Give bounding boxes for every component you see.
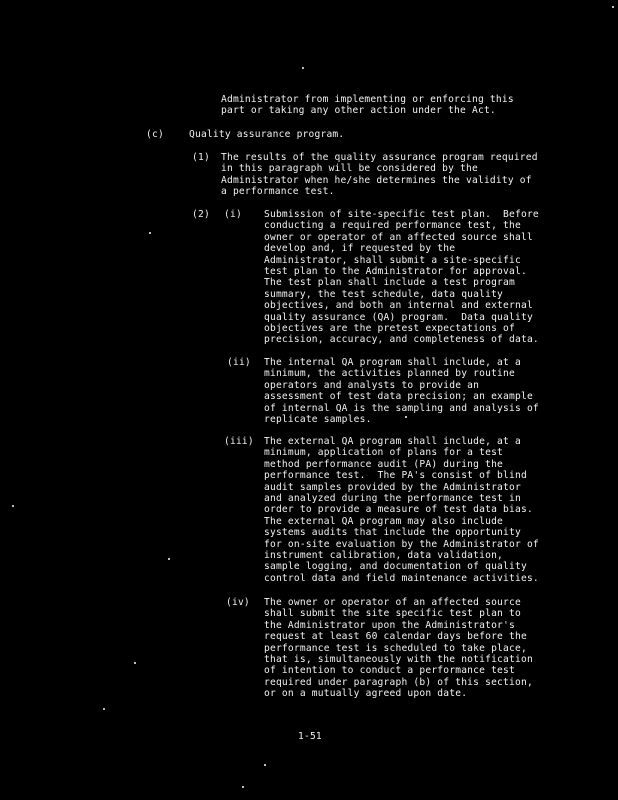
text-line: and analyzed during the performance test in	[264, 493, 521, 505]
text-line: The test plan shall include a test program	[264, 277, 515, 289]
text-line: replicate samples.	[264, 414, 372, 426]
text-line: for on-site evaluation by the Administrator of	[264, 538, 539, 550]
text-line: request at least 60 calendar days before the	[264, 631, 527, 643]
text-line: shall submit the site specific test plan to	[264, 608, 521, 620]
text-line: that is, simultaneously with the notification	[264, 654, 533, 666]
text-line: The external QA program may also include	[264, 515, 504, 527]
text-line: systems audits that include the opportunity	[264, 527, 521, 539]
text-line: Submission of site-specific test plan. Before	[264, 209, 539, 220]
text-line: method performance audit (PA) during the	[264, 458, 504, 470]
intro-paragraph	[221, 94, 514, 117]
scan-speck	[168, 558, 170, 560]
text-line: The external QA program shall include, at a	[264, 436, 521, 447]
text-line: of intention to conduct a performance test	[264, 665, 515, 677]
text-line: The internal QA program shall include, at a	[264, 357, 521, 368]
text-line: test plan to the Administrator for approval.	[264, 266, 527, 278]
text-line: objectives are the pretest expectations of	[264, 323, 515, 335]
text-line: objectives, and both an internal and external	[264, 300, 533, 312]
text-line: conducting a required performance test, the	[264, 220, 521, 232]
text-line: performance test. The PA's consist of blind	[264, 470, 527, 482]
text-line: sample logging, and documentation of quality	[264, 561, 527, 573]
item-2-i-label: (i)	[224, 209, 242, 220]
scan-speck	[103, 708, 105, 710]
item-2-iv-paragraph	[264, 597, 533, 700]
section-c-label: (c)	[146, 129, 164, 140]
text-line: control data and field maintenance activities.	[264, 572, 539, 584]
text-line: Administrator, shall submit a site-specific	[264, 254, 521, 266]
page-number: 1-51	[298, 731, 322, 742]
text-line: minimum, application of plans for a test	[264, 447, 504, 459]
scan-speck	[405, 416, 407, 418]
item-1-paragraph	[221, 152, 538, 198]
text-line: owner or operator of an affected source shall	[264, 231, 533, 243]
text-line: operators and analysts to provide an	[264, 379, 480, 391]
text-line: assessment of test data precision; an example	[264, 391, 533, 403]
item-2-ii-label: (ii)	[227, 357, 251, 368]
section-c-title: Quality assurance program.	[189, 129, 345, 140]
scan-speck	[264, 764, 266, 766]
text-line: instrument calibration, data validation,	[264, 550, 504, 562]
text-line: required under paragraph (b) of this section,	[264, 676, 533, 688]
text-line: part or taking any other action under the Act.	[221, 105, 496, 117]
scan-speck	[612, 6, 614, 8]
scan-speck	[242, 786, 244, 788]
item-2-iii-paragraph	[264, 436, 539, 584]
scan-speck	[149, 232, 151, 234]
text-line: in this paragraph will be considered by the	[221, 163, 478, 175]
text-line: audit samples provided by the Administrator	[264, 481, 521, 493]
scan-speck	[12, 505, 14, 507]
text-line: develop and, if requested by the	[264, 243, 456, 255]
text-line: precision, accuracy, and completeness of data.	[264, 334, 539, 346]
item-2-label: (2)	[192, 209, 210, 220]
item-1-label: (1)	[192, 152, 210, 163]
text-line: the Administrator upon the Administrator's	[264, 619, 515, 631]
text-line: performance test is scheduled to take place,	[264, 642, 527, 654]
item-2-i-paragraph	[264, 209, 539, 346]
text-line: summary, the test schedule, data quality	[264, 288, 504, 300]
text-line: of internal QA is the sampling and analysis of	[264, 402, 539, 414]
text-line: minimum, the activities planned by routine	[264, 368, 515, 380]
text-line: Administrator when he/she determines the validity of	[221, 174, 532, 186]
text-line: The results of the quality assurance program required	[221, 152, 538, 163]
text-line: or on a mutually agreed upon date.	[264, 688, 468, 700]
scan-speck	[302, 67, 304, 69]
item-2-iv-label: (iv)	[226, 597, 250, 608]
text-line: a performance test.	[221, 186, 335, 198]
text-line: Administrator from implementing or enforcing this	[221, 94, 514, 105]
text-line: quality assurance (QA) program. Data quality	[264, 311, 533, 323]
scan-speck	[134, 662, 136, 664]
item-2-ii-paragraph	[264, 357, 539, 425]
text-line: The owner or operator of an affected source	[264, 597, 521, 608]
text-line: order to provide a measure of test data bias.	[264, 504, 533, 516]
item-2-iii-label: (iii)	[224, 436, 254, 447]
